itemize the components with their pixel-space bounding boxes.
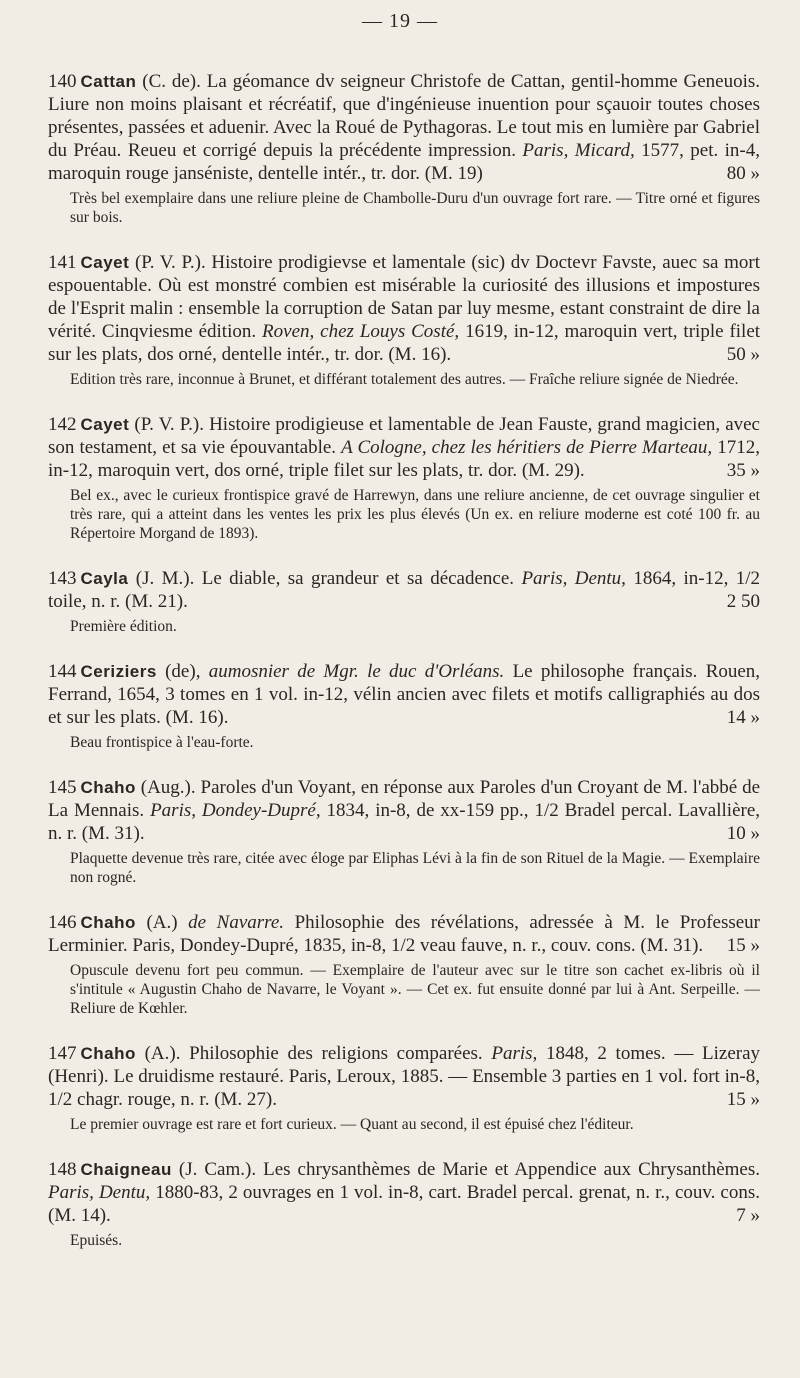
entry-number: 148 [48, 1159, 77, 1180]
entry-number: 147 [48, 1043, 77, 1064]
entry-title: Histoire prodigievse et lamentale (sic) dv Doctevr Favste, auec sa mort espouentable. Où est monstré combien est misérable la curiosité des illusions et impostures de l'Esprit malin : ensemble la corruption de Satan par luy mesme, estant constraint de dire la vérité. Cinqviesme édition. [48, 252, 760, 342]
catalogue-entry [48, 911, 760, 1018]
entry-imprint: Roven, chez Louys Costé, [262, 321, 460, 342]
entry-price: 35 » [726, 460, 760, 481]
entry-number: 144 [48, 661, 77, 682]
entry-title: Le diable, sa grandeur et sa décadence. [201, 568, 515, 589]
entry-author: Cayet [80, 253, 130, 272]
entry-imprint: aumosnier de Mgr. le duc d'Orléans. [208, 661, 505, 682]
entry-number: 141 [48, 252, 77, 273]
catalogue-entry [48, 660, 760, 752]
entry-note: Le premier ouvrage est rare et fort curieux. — Quant au second, il est épuisé chez l'éditeur. [70, 1116, 634, 1133]
entry-author: Cayla [80, 569, 129, 588]
entry-number: 140 [48, 71, 77, 92]
entry-author: Chaigneau [80, 1160, 172, 1179]
entry-number: 143 [48, 568, 77, 589]
catalogue-entry [48, 70, 760, 227]
entry-collation: Philosophie des révélations, adressée à M. le Professeur Lerminier. Paris, Dondey-Dupré, 1835, in-8, 1/2 veau fauve, n. r., couv. cons. (M. 31). [48, 912, 761, 956]
entry-description [48, 251, 760, 366]
entry-collation: 1577, pet. in-4, maroquin rouge janséniste, dentelle intér., tr. dor. (M. 19) [48, 140, 760, 184]
entry-imprint: Paris, [491, 1043, 538, 1064]
entry-imprint: Paris, Dentu, [48, 1182, 151, 1203]
entry-note: Première édition. [70, 618, 177, 635]
entry-imprint: de Navarre. [188, 912, 285, 933]
entry-note: Epuisés. [70, 1232, 123, 1249]
entry-number: 142 [48, 414, 77, 435]
entry-author-detail: (P. V. P.). [134, 252, 206, 273]
entry-price: 15 » [726, 935, 760, 956]
entry-author: Chaho [80, 778, 136, 797]
entry-imprint: Paris, Micard, [522, 140, 635, 161]
entry-collation: 1864, in-12, 1/2 toile, n. r. (M. 21). [48, 568, 760, 612]
entry-description [48, 1158, 760, 1227]
entry-title: Les chrysanthèmes de Marie et Appendice aux Chrysanthèmes. [263, 1159, 761, 1180]
entry-imprint: A Cologne, chez les héritiers de Pierre Marteau, [341, 437, 713, 458]
entry-title: La géomance dv seigneur Christofe de Cattan, gentil-homme Geneuois. Liure non moins plaisant et récréatif, que d'ingénieuse inuention pour sçauoir toutes choses présentes, passées et aduenir. Avec la Roué de Pythagoras. Le tout mis en lumière par Gabriel du Préau. Reueu et corrigé depuis la précédente impression. [48, 71, 761, 161]
entry-author: Chaho [80, 1044, 136, 1063]
entry-note: Plaquette devenue très rare, citée avec éloge par Eliphas Lévi à la fin de son Rituel de la Magie. — Exemplaire non rogné. [70, 850, 760, 886]
entry-note: Bel ex., avec le curieux frontispice gravé de Harrewyn, dans une reliure ancienne, de cet ouvrage singulier et très rare, qui a atteint dans les ventes les prix les plus élevés (Un ex. en reliure moderne est coté 100 fr. au Répertoire Morgand de 1893). [70, 487, 760, 542]
entry-imprint: Paris, Dentu, [521, 568, 626, 589]
entry-description [48, 70, 760, 185]
entry-author-detail: (A.). [144, 1043, 181, 1064]
catalogue-entry [48, 776, 760, 887]
page-number: — 19 — [362, 10, 438, 32]
entry-note: Beau frontispice à l'eau-forte. [70, 734, 254, 751]
entry-description [48, 660, 760, 729]
entry-imprint: Paris, Dondey-Dupré, [150, 800, 321, 821]
entry-price: 10 » [726, 823, 760, 844]
entry-number: 145 [48, 777, 77, 798]
entry-description [48, 567, 760, 613]
entry-author-detail: (P. V. P.). [134, 414, 204, 435]
catalogue-entry [48, 413, 760, 543]
entry-author-detail: (J. Cam.). [178, 1159, 257, 1180]
entry-author: Ceriziers [80, 662, 157, 681]
entry-description [48, 776, 760, 845]
entry-note: Opuscule devenu fort peu commun. — Exemplaire de l'auteur avec sur le titre son cachet ex-libris où il s'intitule « Augustin Chaho de Navarre, le Voyant ». — Cet ex. fut ensuite donné par lui à Ant. Serpeille. — Reliure de Kœhler. [70, 962, 760, 1017]
entry-price: 50 » [726, 344, 760, 365]
entry-author-detail: (A.) [146, 912, 178, 933]
entry-price: 80 » [726, 163, 760, 184]
entry-title: Philosophie des religions comparées. [189, 1043, 483, 1064]
entry-title: Histoire prodigieuse et lamentable de Jean Fauste, grand magicien, avec son testament, et sa vie épouvantable. [48, 414, 760, 458]
entry-collation: 1834, in-8, de xx-159 pp., 1/2 Bradel percal. Lavallière, n. r. (M. 31). [48, 800, 761, 844]
entry-collation: Le philosophe français. Rouen, Ferrand, 1654, 3 tomes en 1 vol. in-12, vélin ancien avec filets et motifs calligraphiés au dos et sur les plats. (M. 16). [48, 661, 761, 728]
entry-title: Paroles d'un Voyant, en réponse aux Paroles d'un Croyant de M. l'abbé de La Mennais. [48, 777, 761, 821]
entry-author-detail: (Aug.). [140, 777, 196, 798]
entry-collation: 1619, in-12, maroquin vert, triple filet sur les plats, dos orné, dentelle intér., tr. dor. (M. 16). [48, 321, 761, 365]
entry-author: Cattan [80, 72, 137, 91]
entry-price: 2 50 [726, 591, 760, 612]
entry-collation: 1712, in-12, maroquin vert, dos orné, triple filet sur les plats, tr. dor. (M. 29). [48, 437, 761, 481]
entry-author: Cayet [80, 415, 130, 434]
entry-author: Chaho [80, 913, 136, 932]
entry-note: Edition très rare, inconnue à Brunet, et différant totalement des autres. — Fraîche reliure signée de Niedrée. [70, 371, 739, 388]
catalogue-entry [48, 1042, 760, 1134]
entry-collation: 1880-83, 2 ouvrages en 1 vol. in-8, cart. Bradel percal. grenat, n. r., couv. cons. (M. 14). [48, 1182, 761, 1226]
entry-collation: 1848, 2 tomes. — Lizeray (Henri). Le druidisme restauré. Paris, Leroux, 1885. — Ensemble 3 parties en 1 vol. fort in-8, 1/2 chagr. rouge, n. r. (M. 27). [48, 1043, 761, 1110]
entry-description [48, 413, 760, 482]
entry-note: Très bel exemplaire dans une reliure pleine de Chambolle-Duru d'un ouvrage fort rare. — Titre orné et figures sur bois. [70, 190, 760, 226]
entry-price: 15 » [726, 1089, 760, 1110]
catalogue-entry [48, 1158, 760, 1250]
entry-price: 7 » [736, 1205, 760, 1226]
entry-description [48, 1042, 760, 1111]
catalogue-entry [48, 251, 760, 389]
entry-author-detail: (C. de). [142, 71, 201, 92]
entry-author-detail: (de), [165, 661, 201, 682]
entry-number: 146 [48, 912, 77, 933]
entry-list [48, 70, 760, 1274]
catalogue-entry [48, 567, 760, 636]
entry-description [48, 911, 760, 957]
entry-price: 14 » [726, 707, 760, 728]
entry-author-detail: (J. M.). [135, 568, 195, 589]
